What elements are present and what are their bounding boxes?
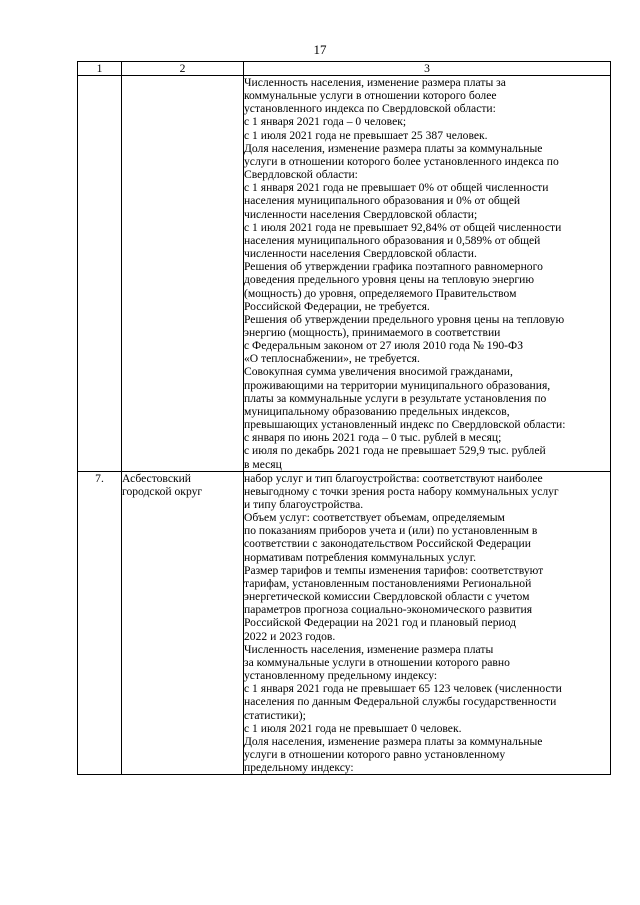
description-line: муниципальному образованию предельных индексов, (244, 404, 510, 418)
description-line: и типу благоустройства. (244, 498, 364, 511)
column-header-3: 3 (244, 62, 611, 76)
description-line: населения по данным Федеральной службы государственности (244, 695, 557, 709)
description-line: предельному индексу: (244, 761, 354, 775)
description-line: набор услуг и тип благоустройства: соответствуют наиболее (244, 471, 543, 485)
page-number: 17 (313, 42, 327, 57)
description-line: нормативам потребления коммунальных услуг. (244, 550, 477, 564)
description-line: Размер тарифов и темпы изменения тарифов: соответствуют (244, 563, 544, 577)
tariff-table (77, 61, 611, 775)
municipality-cell (122, 76, 244, 472)
description-line: с 1 января 2021 года не превышает 65 123 человек (численности (244, 682, 562, 696)
description-line: Численность населения, изменение размера платы (244, 642, 494, 656)
row-number-cell (78, 76, 122, 472)
description-line: проживающими на территории муниципального образования, (244, 378, 551, 392)
description-line: доведения предельного уровня цены на тепловую энергию (244, 273, 535, 287)
description-line: Свердловской области: (244, 168, 358, 182)
description-line: статистики); (244, 708, 306, 722)
description-line: численности населения Свердловской области; (244, 207, 478, 221)
description-line: тарифам, установленным постановлениями Региональной (244, 576, 532, 590)
description-line: Совокупная сумма увеличения вносимой гражданами, (244, 365, 513, 379)
municipality-cell (122, 471, 244, 775)
description-line: с 1 июля 2021 года не превышает 25 387 человек. (244, 128, 488, 142)
description-line: Доля населения, изменение размера платы за коммунальные (244, 734, 543, 748)
description-line: 2022 и 2023 годов. (244, 629, 336, 643)
description-line: превышающих установленный индекс по Свердловской области: (244, 418, 566, 432)
description-line: энергетической комиссии Свердловской области с учетом (244, 590, 530, 604)
row-number-cell: 7. (78, 471, 122, 775)
description-line: платы за коммунальные услуги в результате установления по (244, 391, 547, 405)
municipality-name-line: Асбестовский (122, 471, 192, 485)
column-header-2: 2 (122, 62, 244, 76)
description-line: Решения об утверждении графика поэтапного равномерного (244, 260, 543, 274)
description-line: с 1 января 2021 года не превышает 0% от общей численности (244, 181, 549, 195)
description-line: Численность населения, изменение размера платы за (244, 76, 506, 89)
description-line: невыгодному с точки зрения роста набору коммунальных услуг (244, 484, 559, 498)
description-line: с Федеральным законом от 27 июля 2010 года № 190-ФЗ (244, 339, 524, 353)
description-line: «О теплоснабжении», не требуется. (244, 352, 420, 366)
table-header-row (78, 62, 611, 76)
description-line: населения муниципального образования и 0% от общей (244, 194, 521, 208)
description-line: Доля населения, изменение размера платы за коммунальные (244, 141, 543, 155)
description-line: Объем услуг: соответствует объемам, определяемым (244, 511, 505, 525)
description-line: соответствии с законодательством Российской Федерации (244, 537, 531, 551)
description-line: услуги в отношении которого равно установленному (244, 747, 506, 761)
description-line: установленному предельному индексу: (244, 669, 438, 683)
description-line: с 1 июля 2021 года не превышает 0 человек. (244, 721, 462, 735)
description-line: с 1 июля 2021 года не превышает 92,84% от общей численности (244, 220, 562, 234)
description-line: с 1 января 2021 года – 0 человек; (244, 115, 407, 129)
description-line: Российской Федерации на 2021 год и плановый период (244, 616, 517, 630)
description-line: численности населения Свердловской области. (244, 247, 477, 261)
description-line: по показаниям приборов учета и (или) по установленным в (244, 524, 538, 538)
description-line: услуги в отношении которого более установленного индекса по (244, 154, 559, 168)
column-header-1: 1 (78, 62, 122, 76)
description-line: с января по июнь 2021 года – 0 тыс. рублей в месяц; (244, 431, 502, 445)
table-row (78, 471, 611, 775)
description-cell (244, 76, 611, 472)
table-body (78, 76, 611, 775)
description-line: коммунальные услуги в отношении которого более (244, 89, 497, 103)
description-line: за коммунальные услуги в отношении которого равно (244, 655, 510, 669)
description-cell (244, 471, 611, 775)
table-row (78, 76, 611, 472)
description-line: энергию (мощность), принимаемого в соответствии (244, 325, 501, 339)
description-line: в месяц (244, 457, 282, 471)
description-line: Российской Федерации, не требуется. (244, 299, 430, 313)
description-line: Решения об утверждении предельного уровня цены на тепловую (244, 312, 565, 326)
municipality-name-line: городской округ (122, 484, 203, 498)
description-line: установленного индекса по Свердловской области: (244, 102, 496, 116)
description-line: с июля по декабрь 2021 года не превышает 529,9 тыс. рублей (244, 444, 546, 458)
description-line: (мощность) до уровня, определяемого Правительством (244, 286, 517, 300)
description-line: параметров прогноза социально-экономического развития (244, 603, 533, 617)
description-line: населения муниципального образования и 0,589% от общей (244, 233, 541, 247)
